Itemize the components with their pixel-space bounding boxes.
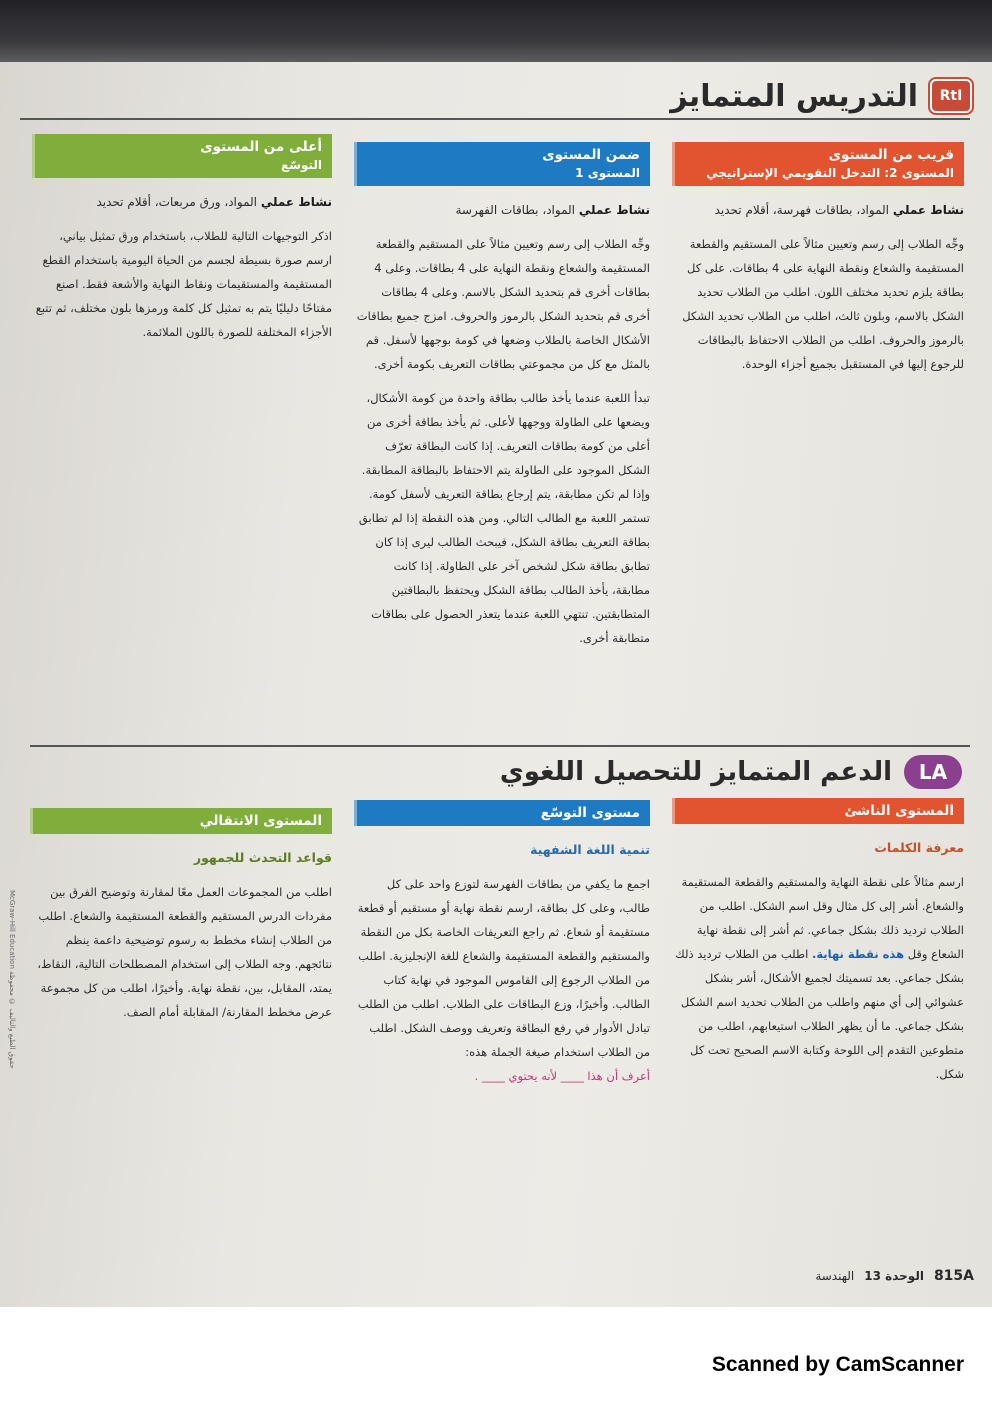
column-title: قريب من المستوى [828,147,954,163]
column-body-2: تبدأ اللعبة عندما يأخذ طالب بطاقة واحدة من كومة الأشكال، ويضعها على الطاولة ووجهها لأعلى. ثم يأخذ بطاقة أخرى من أعلى من كومة بطاقات التعريف. إذا كانت البطاقة تعرّف الشكل الموجود على الطاولة يتم الاحتفاظ بالبطاقة المطابقة. وإذا لم تكن مطابقة، يتم إرجاع بطاقة التعريف لأسفل كومة. تستمر اللعبة مع الطالب التالي. ومن هذه النقطة إذا لم تطابق بطاقة التعريف بطاقة الشكل، فيبحث الطالب ليرى إذا كان تطابق بطاقة شكل لشخص آخر على الطاولة. إذا كانت مطابقة، يأخذ الطالب بطاقة الشكل ويحتفظ بالبطاقتين المتطابقتين. تنتهي اللعبة عندما يتعذر الحصول على بطاقات متطابقة أخرى. [358,391,650,645]
section-title: الدعم المتمايز للتحصيل اللغوي [499,757,892,787]
page-number: 815A [933,1268,974,1284]
la-header [500,748,962,796]
la-column-expanding [354,800,650,1088]
activity-label: نشاط عملي [260,195,332,209]
column-subtitle: التوسّع [280,158,322,172]
title-divider [20,118,970,120]
activity-materials: المواد، بطاقات فهرسة، أقلام تحديد [714,203,890,217]
column-body [672,870,964,1086]
column-sub-label: تنمية اللغة الشفهية [530,842,650,857]
highlighted-phrase: هذه نقطة نهاية. [811,947,905,961]
subject-label: الهندسة [815,1269,855,1283]
rti-header [670,70,972,122]
scanner-watermark: Scanned by CamScanner [711,1353,964,1376]
copyright-side-text: McGraw-Hill Education حقوق الطبع والتأليف © محفوظة [8,890,16,1069]
activity-line [32,190,332,214]
activity-materials: المواد، بطاقات الفهرسة [455,203,576,217]
la-badge-icon: LA [904,755,962,789]
activity-materials: المواد، ورق مربعات، أقلام تحديد [96,195,258,209]
sentence-frame: أعرف أن هذا ____ لأنه يحتوي ____ . [474,1069,650,1083]
la-column-emerging [672,798,964,1086]
column-body-1: وجِّه الطلاب إلى رسم وتعيين مثالاً على المستقيم والقطعة المستقيمة والشعاع ونقطة النهاية على 4 بطاقات. وعلى 4 بطاقات أخرى قم بتحديد الشكل بالاسم. وعلى 4 بطاقات أخرى قم بتحديد الشكل بالرموز والحروف. امزج جميع بطاقات الأشكال الخاصة بالطلاب وضعها في كومة بوجهها لأسفل. قم بالمثل مع كل من مجموعتي بطاقات التعريف بكومة أخرى. [356,237,650,371]
column-header-bridging: المستوى الانتقالي [30,808,332,834]
column-subtitle: المستوى 2: التدخل التقويمي الإستراتيجي [706,166,954,180]
column-header-beyond [32,134,332,178]
column-body-part-a: ارسم مثالاً على نقطة النهاية والمستقيم والقطعة المستقيمة والشعاع. أشر إلى كل مثال وقل اسم الشكل. اطلب من الطلاب ترديد ذلك بشكل جماعي. ثم أشر إلى نقطة نهاية الشعاع وقل [681,875,964,961]
column-header-emerging: المستوى الناشئ [672,798,964,824]
column-title: أعلى من المستوى [200,139,322,155]
page-footer [815,1268,974,1284]
activity-label: نشاط عملي [892,203,964,217]
activity-line [354,198,650,222]
column-body-part-b: اطلب من الطلاب ترديد ذلك بشكل جماعي. بعد تسميتك لجميع الأشكال، أشر بشكل عشوائي إلى أي منهم واطلب من الطلاب تحديد اسم الشكل بشكل جماعي. ما أن يظهر الطلاب استيعابهم، اطلب من متطوعين التقدم إلى اللوحة وكتابة الاسم الصحيح تحت كل شكل. [675,947,964,1081]
column-sub-label: قواعد التحدث للجمهور [193,850,332,865]
column-body: اطلب من المجموعات العمل معًا لمقارنة وتوضيح الفرق بين مفردات الدرس المستقيم والقطعة المستقيمة والشعاع. اطلب من الطلاب إنشاء مخطط به رسوم توضيحية داعمة ينظم نتائجهم. وجه الطلاب إلى استخدام المصطلحات التالية، النقاط، يمتد، المقابل، بين، نقطة نهاية. وأخيرًا، اطلب من كل مجموعة عرض مخطط المقارنة/ المقابلة أمام الصف. [37,885,332,1019]
column-body: اذكر التوجيهات التالية للطلاب، باستخدام ورق تمثيل بياني، ارسم صورة بسيطة لجسم من الحياة اليومية باستخدام القطع المستقيمة والمستقيمات ونقاط النهاية والأشعة فقط. اصنع مفتاحًا دليليًا يتم به تمثيل كل كلمة ورمزها بلون مختلف، ثم تتبع الأجزاء المختلفة للصورة باللون الملائمة. [35,229,332,339]
unit-label: الوحدة 13 [864,1269,924,1283]
activity-label: نشاط عملي [578,203,650,217]
column-body: وجِّه الطلاب إلى رسم وتعيين مثالاً على المستقيم والقطعة المستقيمة والشعاع ونقطة النهاية على 4 بطاقات. على كل بطاقة يلزم تحديد مختلف اللون. اطلب من الطلاب تحديد الشكل بالاسم، وبلون ثالث، اطلب من الطلاب تحديد الشكل بالرموز والحروف. اطلب من الطلاب الاحتفاظ بالبطاقات للرجوع إليها في المستقبل بجميع أجزاء الوحدة. [682,237,964,371]
scan-dark-background [0,0,992,70]
column-header-expanding: مستوى التوسّع [354,800,650,826]
column-body: اجمع ما يكفي من بطاقات الفهرسة لتوزع واحد على كل طالب، وعلى كل بطاقة، ارسم نقطة نهاية أو مستقيم أو قطعة مستقيمة أو شعاع. ثم راجع التعريفات الخاصة بكل من النقطة والمستقيم والقطعة المستقيمة والشعاع للغة الإنجليزية. اطلب من الطلاب الرجوع إلى القاموس الموجود في نهاية كتاب الطالب. وأخيرًا، وزع البطاقات على الطلاب. اطلب من الطلب تبادل الأدوار في رفع البطاقة وتعريف ووصف الشكل. اطلب من الطلاب استخدام صيغة الجملة هذه: [357,877,650,1059]
page-title: التدريس المتمايز [670,78,918,114]
column-header-on-level [354,142,650,186]
rti-column-on-level [354,142,650,650]
column-header-approaching [672,142,964,186]
column-sub-label: معرفة الكلمات [874,840,964,855]
section-divider [30,745,970,747]
activity-line [672,198,964,222]
la-column-bridging [30,808,332,1024]
column-subtitle: المستوى 1 [575,166,640,180]
rti-column-approaching [672,142,964,376]
rti-column-beyond [32,134,332,344]
column-title: ضمن المستوى [542,147,640,163]
rti-badge-icon: RtI [930,79,972,113]
